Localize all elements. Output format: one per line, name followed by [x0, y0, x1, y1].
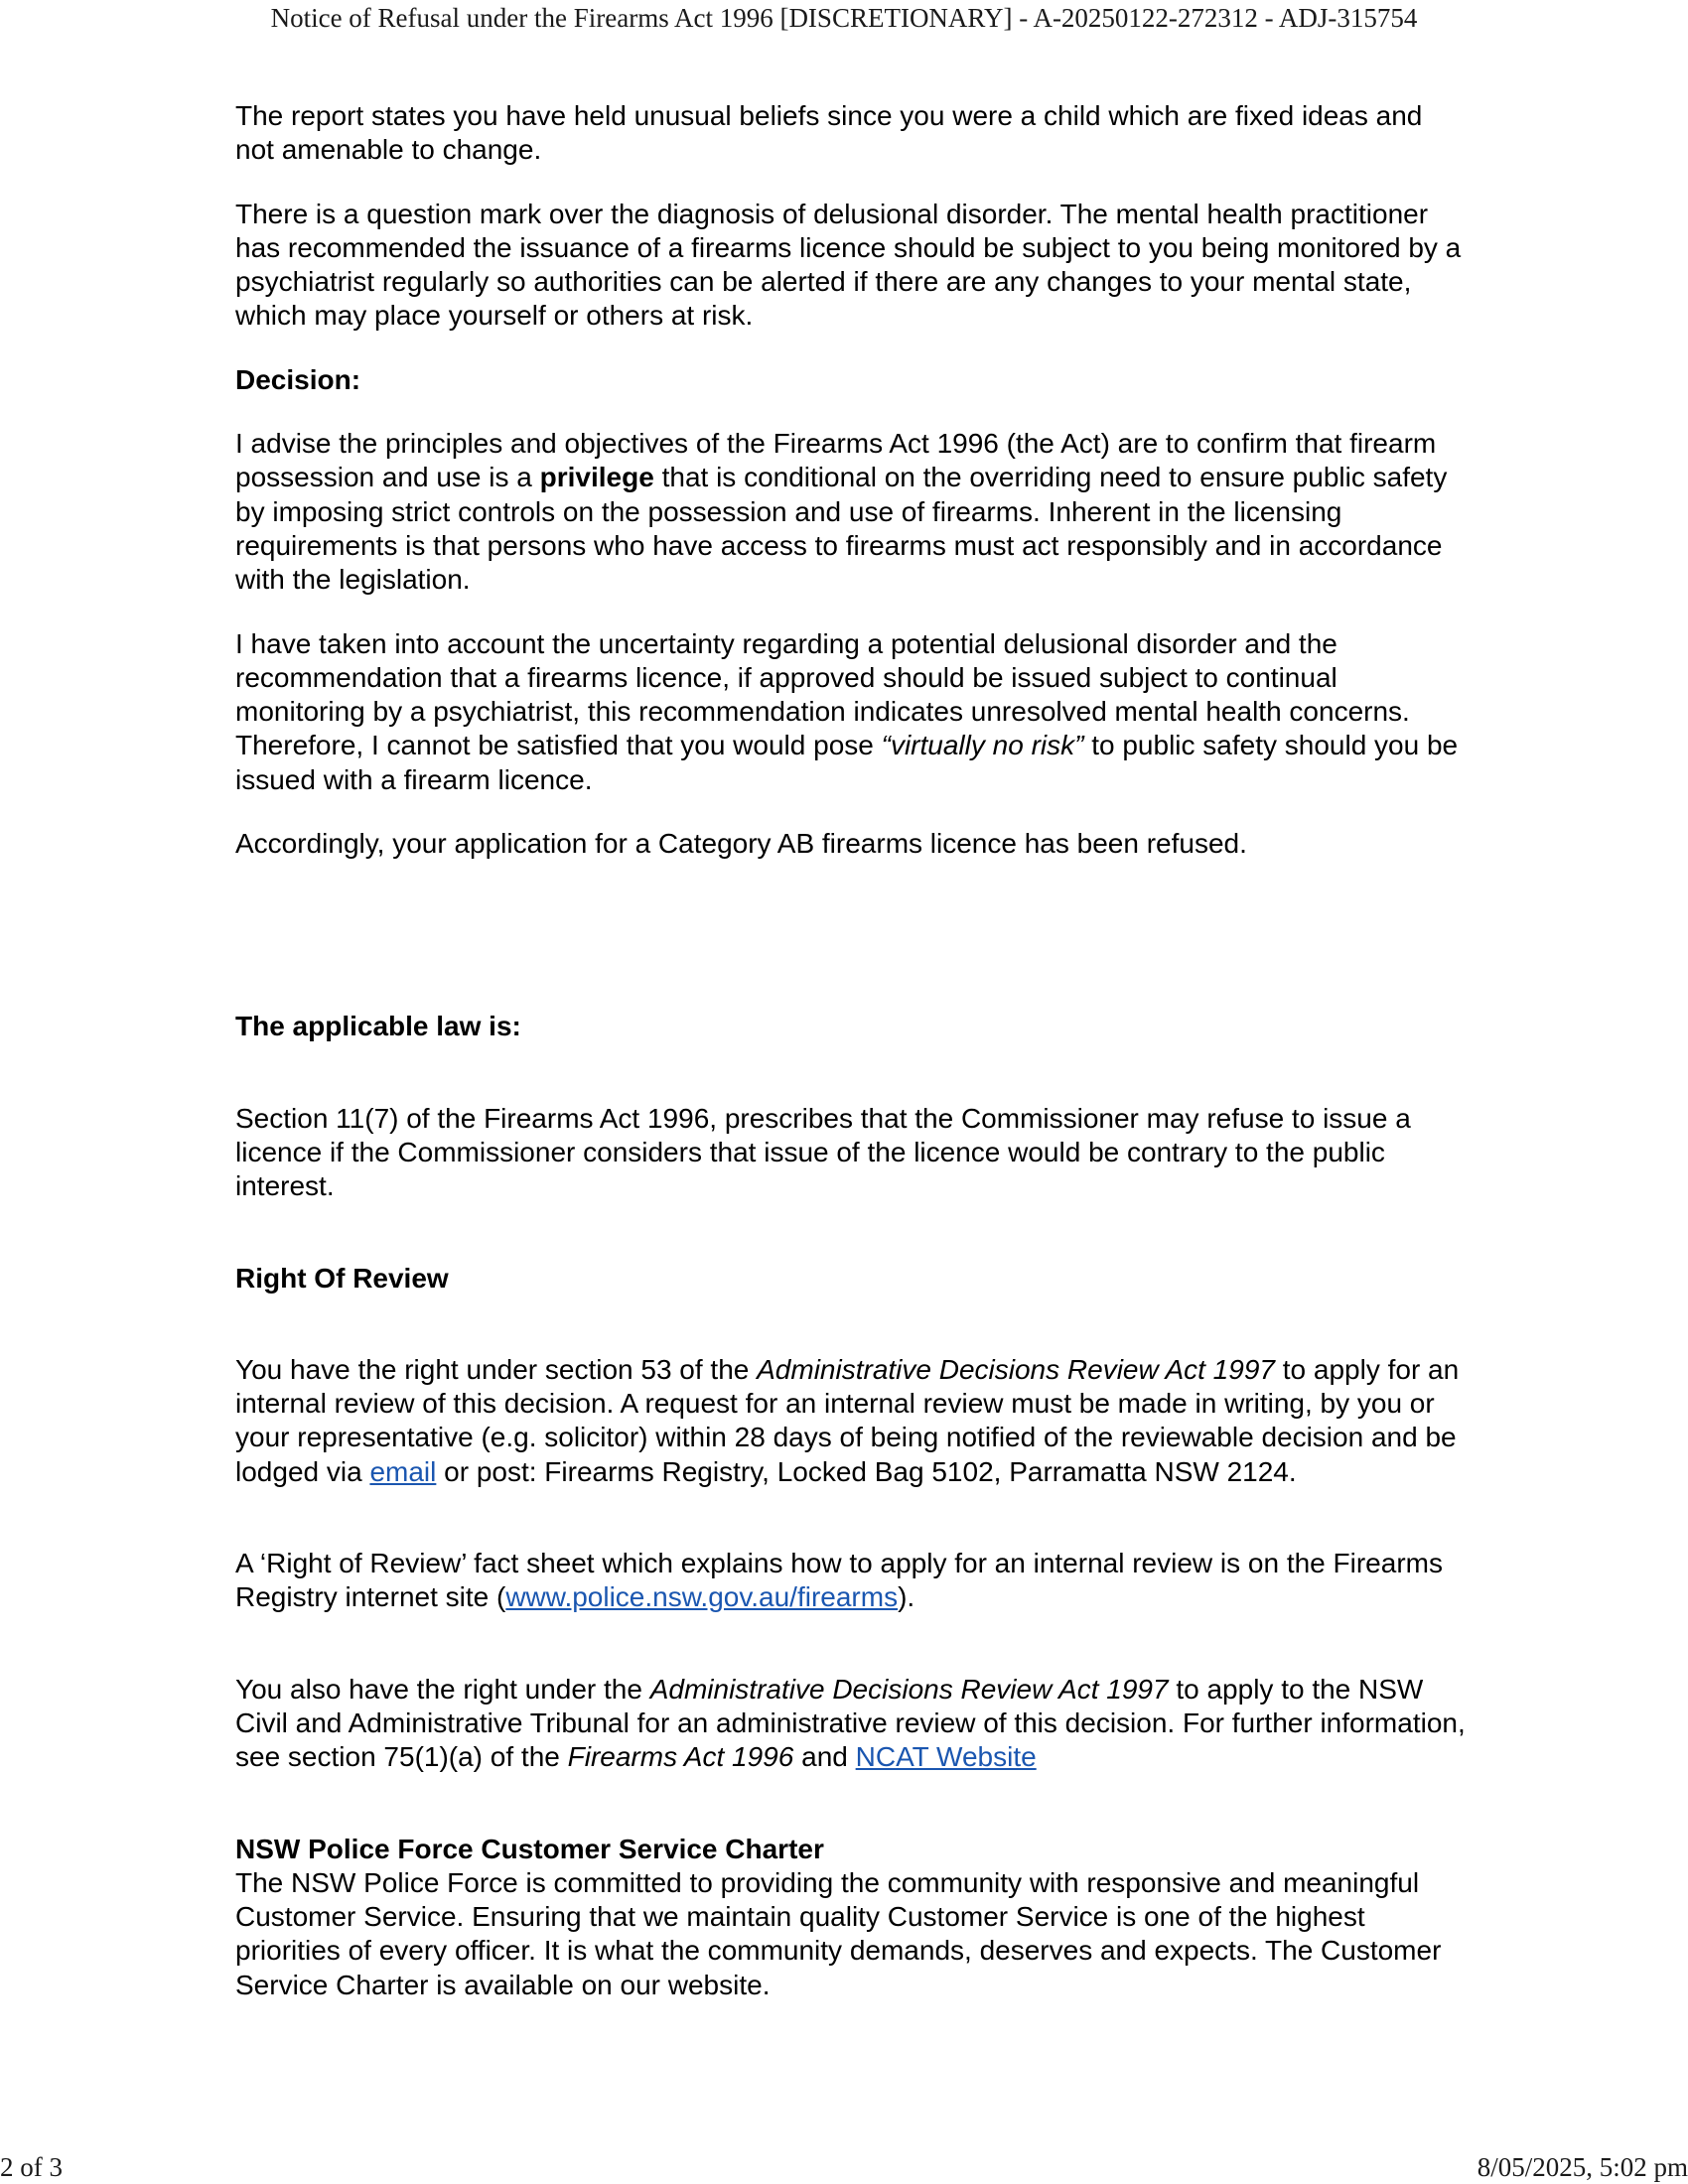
page-number: 2 of 3	[0, 2152, 63, 2182]
customer-charter-heading: NSW Police Force Customer Service Charter	[235, 1833, 824, 1864]
paragraph-customer-charter: The NSW Police Force is committed to providing the community with responsive and meaningful Customer Service. Ensuring that we maintain quality Customer Service is one of the highest priorities of every officer. It is what the community demands, deserves and expects. The Customer Service Charter is available on our website.	[235, 1866, 1442, 2000]
ncat-website-link[interactable]: NCAT Website	[855, 1741, 1037, 1773]
right-of-review-heading: Right Of Review	[235, 1262, 449, 1294]
paragraph-principles: I advise the principles and objectives of the Firearms Act 1996 (the Act) are to confirm that firearm possession and use is a privilege that is conditional on the overriding need to ensure public safety by imposing strict controls on the possession and use of firearms. Inherent in the licensing requirements is that persons who have access to firearms must act responsibly and in accordance with the legislation.	[235, 428, 1448, 596]
paragraph-risk: I have taken into account the uncertainty regarding a potential delusional disorder and the recommendation that a firearms licence, if approved should be issued subject to continual monitoring by a psychiatrist, this recommendation indicates unresolved mental health concerns. Therefore, I cannot be satisfied that you would pose “virtually no risk” to public safety should you be issued with a firearm licence.	[235, 627, 1459, 795]
paragraph-refused: Accordingly, your application for a Category AB firearms licence has been refused.	[235, 828, 1247, 860]
paragraph-ncat: You also have the right under the Administrative Decisions Review Act 1997 to apply to the NSW Civil and Administrative Tribunal for an administrative review of this decision. For further information, see section 75(1)(a) of the Firearms Act 1996 and NCAT Website	[235, 1673, 1466, 1773]
firearms-site-link[interactable]: www.police.nsw.gov.au/firearms	[505, 1581, 899, 1613]
decision-heading: Decision:	[235, 363, 361, 395]
paragraph-section-11: Section 11(7) of the Firearms Act 1996, prescribes that the Commissioner may refuse to issue a licence if the Commissioner considers that issue of the licence would be contrary to the public interest.	[235, 1102, 1411, 1202]
email-link[interactable]: email	[369, 1455, 437, 1487]
applicable-law-heading: The applicable law is:	[235, 1011, 521, 1042]
paragraph-fact-sheet: A ‘Right of Review’ fact sheet which explains how to apply for an internal review is on the Firearms Registry internet site (www.police.nsw.gov.au/firearms).	[235, 1548, 1443, 1613]
paragraph-internal-review: You have the right under section 53 of the Administrative Decisions Review Act 1997 to apply for an internal review of this decision. A request for an internal review must be made in writing, by you or your representative (e.g. solicitor) within 28 days of being notified of the reviewable decision and be lodged via email or post: Firearms Registry, Locked Bag 5102, Parramatta NSW 2124.	[235, 1353, 1460, 1487]
print-datetime: 8/05/2025, 5:02 pm	[1477, 2152, 1688, 2182]
paragraph-beliefs: The report states you have held unusual beliefs since you were a child which are fixed ideas and not amenable to change.	[235, 100, 1423, 166]
paragraph-diagnosis: There is a question mark over the diagnosis of delusional disorder. The mental health practitioner has recommended the issuance of a firearms licence should be subject to you being monitored by a psychiatrist regularly so authorities can be alerted if there are any changes to your mental state, which may place yourself or others at risk.	[235, 198, 1462, 332]
document-body	[235, 99, 1467, 2002]
page-header-title: Notice of Refusal under the Firearms Act 1996 [DISCRETIONARY] - A-20250122-272312 - ADJ-315754	[270, 3, 1418, 33]
